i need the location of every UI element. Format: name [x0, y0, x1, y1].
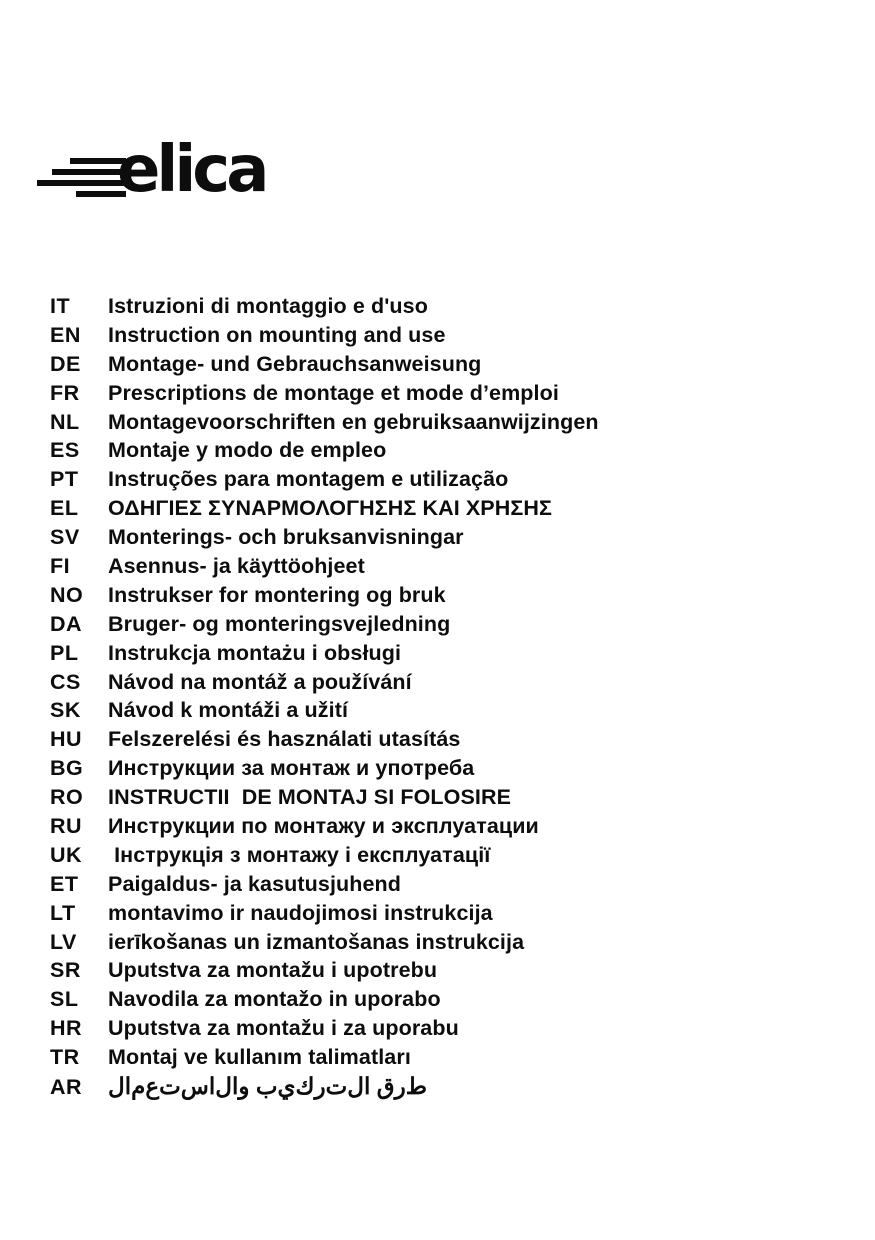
language-title: Instrukcja montażu i obsługi — [108, 640, 402, 665]
language-row — [50, 581, 840, 610]
language-title: montavimo ir naudojimosi instrukcija — [108, 900, 493, 925]
language-title: Instrukser for montering og bruk — [108, 582, 446, 607]
language-row — [50, 841, 840, 870]
language-title: Инструкции по монтажу и эксплуатации — [108, 814, 539, 839]
language-code: SL — [50, 987, 79, 1012]
language-code: RO — [50, 785, 84, 810]
language-title: Asennus- ja käyttöohjeet — [108, 554, 365, 579]
language-title: Montaj ve kullanım talimatları — [108, 1045, 411, 1070]
language-row — [50, 436, 840, 465]
language-code: EL — [50, 496, 79, 521]
language-code: DE — [50, 351, 81, 376]
language-title: Uputstva za montažu i upotrebu — [108, 958, 438, 983]
language-title: Bruger- og monteringsvejledning — [108, 611, 451, 636]
elica-wordmark: elica — [117, 133, 266, 207]
language-title: Instruções para montagem e utilização — [108, 467, 509, 492]
language-title: Návod k montáži a užití — [108, 698, 349, 723]
language-code: ET — [50, 871, 79, 896]
language-title: Montaje y modo de empleo — [108, 438, 387, 463]
language-row — [50, 321, 840, 350]
language-row — [50, 668, 840, 697]
language-row — [50, 465, 840, 494]
language-title: Paigaldus- ja kasutusjuhend — [108, 871, 402, 896]
language-row — [50, 1072, 840, 1101]
elica-speed-lines-icon — [37, 158, 126, 197]
language-row — [50, 523, 840, 552]
language-row — [50, 292, 840, 321]
language-code: AR — [50, 1075, 83, 1100]
language-code: PL — [50, 640, 79, 665]
language-code: NO — [50, 582, 84, 607]
language-row — [50, 985, 840, 1014]
language-title: Návod na montáž a používání — [108, 669, 412, 694]
language-title: Monterings- och bruksanvisningar — [108, 525, 464, 550]
language-code: LV — [50, 929, 77, 954]
language-code: DA — [50, 611, 83, 636]
language-code: HR — [50, 1016, 83, 1041]
language-code: SK — [50, 698, 81, 723]
language-title: Uputstva za montažu i za uporabu — [108, 1016, 459, 1041]
language-code: UK — [50, 842, 83, 867]
language-code: FI — [50, 554, 71, 579]
language-code: TR — [50, 1045, 80, 1070]
language-title: INSTRUCTII DE MONTAJ SI FOLOSIRE — [108, 785, 512, 810]
language-row — [50, 1043, 840, 1072]
language-row — [50, 783, 840, 812]
elica-logo — [37, 133, 266, 207]
language-title: ΟΔΗΓΙΕΣ ΣΥΝΑΡΜΟΛΟΓΗΣΗΣ ΚΑΙ ΧΡΗΣΗΣ — [108, 496, 553, 521]
language-code: EN — [50, 322, 81, 347]
language-title: Navodila za montažo in uporabo — [108, 987, 441, 1012]
language-row — [50, 350, 840, 379]
language-title: Istruzioni di montaggio e d'uso — [108, 294, 428, 318]
language-code: ES — [50, 438, 80, 463]
language-row — [50, 928, 840, 957]
language-row — [50, 696, 840, 725]
language-code: NL — [50, 409, 80, 434]
language-row — [50, 956, 840, 985]
language-code: PT — [50, 467, 79, 492]
language-title: Montagevoorschriften en gebruiksaanwijzingen — [108, 409, 599, 434]
language-code: IT — [50, 294, 71, 318]
language-title: Prescriptions de montage et mode d’emploi — [108, 380, 559, 405]
language-code: BG — [50, 756, 84, 781]
language-row — [50, 870, 840, 899]
language-code: HU — [50, 727, 83, 752]
language-row — [50, 552, 840, 581]
language-code: RU — [50, 814, 83, 839]
language-row — [50, 408, 840, 437]
language-row — [50, 725, 840, 754]
language-row — [50, 494, 840, 523]
speed-line-3 — [37, 180, 126, 186]
language-code: SR — [50, 958, 81, 983]
language-code: CS — [50, 669, 81, 694]
language-row — [50, 379, 840, 408]
language-title: Инструкции за монтаж и употреба — [108, 756, 475, 781]
language-code: LT — [50, 900, 76, 925]
language-title: Montage- und Gebrauchsanweisung — [108, 351, 482, 376]
language-row — [50, 754, 840, 783]
language-title: Felszerelési és használati utasítás — [108, 727, 461, 752]
language-title: Інструкція з монтажу і експлуатації — [108, 842, 491, 867]
language-code: FR — [50, 380, 80, 405]
language-title: Instruction on mounting and use — [108, 322, 446, 347]
language-row — [50, 610, 840, 639]
language-title: ط‌ر‌ق ا‌ل‌ت‌ر‌ك‌ي‌ب و‌ا‌ل‌ا‌س‌ت‌ع‌م‌ا‌ل — [108, 1073, 427, 1100]
language-code: SV — [50, 525, 80, 550]
language-row — [50, 899, 840, 928]
language-row — [50, 639, 840, 668]
language-title: ierīkošanas un izmantošanas instrukcija — [108, 929, 525, 954]
language-list — [50, 292, 840, 1101]
language-row — [50, 1014, 840, 1043]
language-row — [50, 812, 840, 841]
speed-line-2 — [52, 169, 126, 175]
